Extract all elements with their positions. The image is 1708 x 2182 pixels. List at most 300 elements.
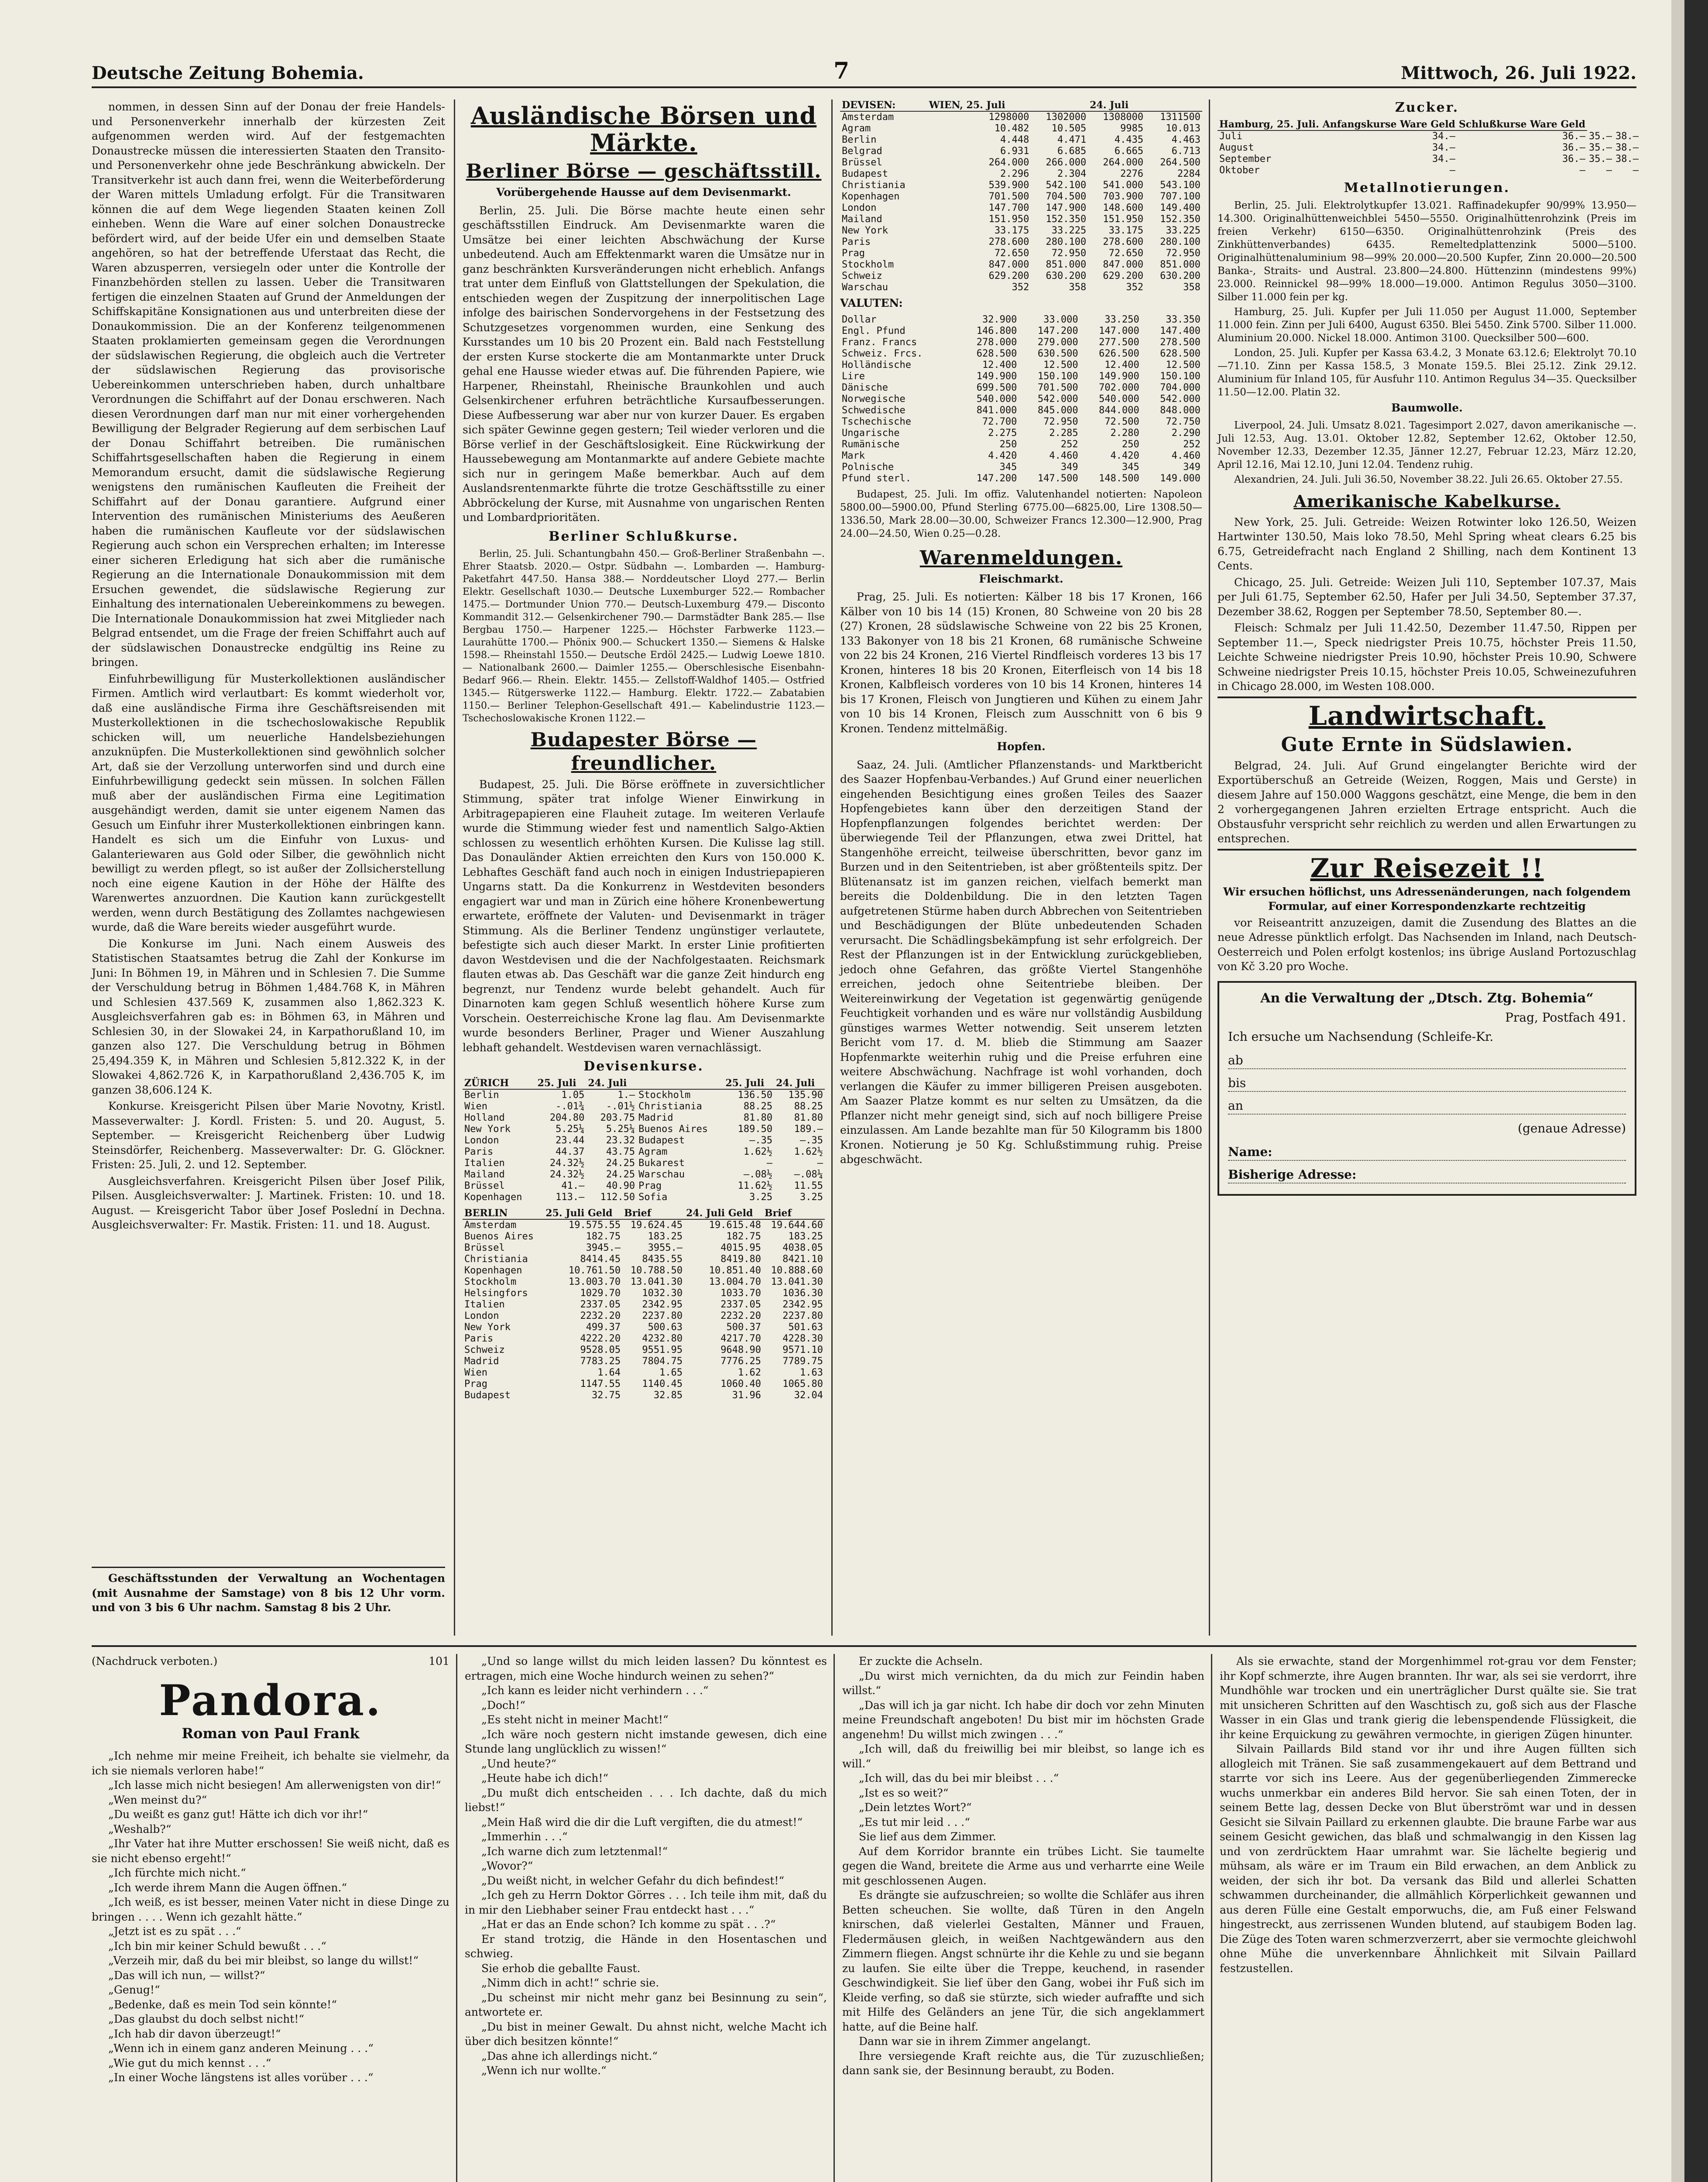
novel-paragraph: „Und so lange willst du mich leiden lassen? Du könntest es ertragen, mich eine Woche hindurch weinen zu sehen?“ bbox=[465, 1655, 827, 1682]
table-cell: 147.500 bbox=[1037, 473, 1078, 484]
table-row bbox=[840, 202, 1202, 214]
article-paragraph: Liverpool, 24. Juli. Umsatz 8.021. Tagesimport 2.027, davon amerikanische —. Juli 12.53, Aug. 13.01. Oktober 12.82, September 12.62, Oktober 12.50, November 12.33, Dezember 12.35, Jänner 12.27, Februar 12.23, März 12.20, April 12.16, Mai 12.10, Juni 12.04. Tendenz ruhig. bbox=[1218, 419, 1636, 470]
table-cell: 146.800 bbox=[976, 325, 1017, 336]
article-heading: Zucker. bbox=[1395, 100, 1459, 115]
table-row bbox=[840, 271, 1202, 282]
vienna-valuten-table bbox=[840, 314, 1202, 484]
table-cell: Christiania bbox=[464, 1254, 528, 1265]
table-row bbox=[840, 428, 1202, 439]
table-cell: 9551.95 bbox=[642, 1345, 683, 1355]
table-cell: 349 bbox=[1183, 461, 1200, 473]
table-cell: 183.25 bbox=[648, 1231, 683, 1242]
section-title: Landwirtschaft. bbox=[1218, 696, 1636, 730]
table-cell: 500.37 bbox=[726, 1322, 761, 1333]
table-cell: Budapest bbox=[638, 1135, 685, 1146]
table-cell: 36.— bbox=[1562, 142, 1585, 153]
table-cell: 147.700 bbox=[988, 202, 1029, 213]
table-cell: 841.000 bbox=[976, 405, 1017, 416]
table-cell: 4.460 bbox=[1171, 450, 1200, 461]
table-cell: 150.100 bbox=[1160, 371, 1200, 382]
novel-paragraph: „Dein letztes Wort?“ bbox=[859, 1801, 972, 1814]
table-header: ZÜRICH bbox=[463, 1077, 536, 1089]
table-cell: 1033.70 bbox=[720, 1288, 761, 1299]
novel-paragraph: „Ich bin mir keiner Schuld bewußt . . .“ bbox=[108, 1939, 327, 1952]
novel-paragraph: „Hat er das an Ende schon? Ich komme zu spät . . .?“ bbox=[481, 1918, 776, 1931]
table-cell: 250 bbox=[1122, 439, 1139, 450]
novel-paragraph: Silvain Paillards Bild stand vor ihr und ihre Augen füllten sich allogleich mit Tränen. Sie saß zusammengekauert auf dem Bettrand und starrte vor sich ins Leere. Aus der gegenüberliegenden Zimmerecke wuchs unmerkbar ein anderes Bild hervor. Sie sah einen Toten, der in seinem Bette lag, dessen Decke von Blut überströmt war und in dessen Gesicht sie Silvain Paillard zu erkennen glaubte. Die braune Farbe war aus seinem Gesicht gewichen, das blaß und schmalwangig in den Kissen lag und von zerdrücktem Haar umrahmt war. Sie lächelte begierig und mühsam, als wäre er im Traum ein Bild erwachen, an dem Anblick zu weiden, der sich ihr bot. Da versank das Bild und allerlei Schatten schwammen durcheinander, die allmählich Körperlichkeit gewannen und aus deren Fülle eine Gestalt emporwuchs, die, am Fuß einer Felswand hingestreckt, aus zerrissenen Wunden blutend, auf staubigem Boden lag. Die Züge des Toten waren schmerzverzerrt, aber sie vermochte gleichwohl ohne Mühe die unverkennbare Ähnlichkeit mit Silvain Paillard festzustellen. bbox=[1220, 1743, 1636, 1975]
section-title: Ausländische Börsen und Märkte. bbox=[470, 102, 817, 157]
table-cell: 32.900 bbox=[982, 314, 1017, 325]
table-cell: 9985 bbox=[1120, 123, 1144, 134]
table-cell: 10.505 bbox=[1051, 123, 1087, 134]
table-cell: 12.500 bbox=[1043, 359, 1078, 371]
table-cell: Schweiz bbox=[464, 1345, 505, 1355]
table-cell: Lire bbox=[842, 371, 865, 382]
table-cell: 2232.20 bbox=[720, 1311, 761, 1321]
table-header bbox=[1145, 99, 1202, 111]
table-header bbox=[637, 1077, 724, 1089]
novel-paragraph: „Und heute?“ bbox=[481, 1757, 557, 1770]
table-cell: 630.200 bbox=[1160, 271, 1200, 281]
table-cell: 88.25 bbox=[794, 1101, 823, 1112]
article-subheading: Hopfen. bbox=[997, 740, 1046, 753]
table-cell: 252 bbox=[1060, 439, 1078, 450]
table-cell: 847.000 bbox=[1103, 259, 1144, 270]
table-cell: 345 bbox=[1122, 461, 1139, 473]
table-cell: Engl. Pfund bbox=[842, 325, 905, 336]
novel-paragraph: „Du wirst mich vernichten, da du mich zur Feindin haben willst.“ bbox=[842, 1669, 1204, 1697]
table-cell: 6.685 bbox=[1057, 146, 1087, 157]
table-cell: 7776.25 bbox=[720, 1356, 761, 1367]
table-cell: 189.— bbox=[794, 1124, 823, 1135]
table-cell: 280.100 bbox=[1046, 237, 1087, 247]
table-cell: 19.624.45 bbox=[630, 1220, 683, 1231]
table-cell: 540.000 bbox=[976, 393, 1017, 405]
novel-title: Pandora. bbox=[159, 1675, 382, 1725]
table-cell: 182.75 bbox=[726, 1231, 761, 1242]
table-cell: 72.750 bbox=[1166, 416, 1200, 427]
page-number: 7 bbox=[833, 58, 850, 84]
novel-paragraph: „Das will ich nun, — willst?“ bbox=[108, 1969, 265, 1982]
table-cell: 8414.45 bbox=[580, 1254, 621, 1265]
section-title: Zur Reisezeit !! bbox=[1218, 849, 1636, 882]
article-heading: Budapester Börse — freundlicher. bbox=[530, 728, 757, 775]
table-cell: Polnische bbox=[842, 461, 894, 473]
novel-paragraph: „Ich weiß, es ist besser, meinen Vater nicht in diese Dinge zu bringen . . . . Wenn ich gezahlt hätte.“ bbox=[92, 1896, 449, 1923]
table-cell: Kopenhagen bbox=[464, 1192, 522, 1203]
reprint-notice: (Nachdruck verboten.) bbox=[92, 1655, 218, 1667]
table-row bbox=[840, 450, 1202, 462]
novel-paragraph: „Verzeih mir, daß du bei mir bleibst, so lange du willst!“ bbox=[108, 1954, 419, 1967]
novel-paragraph: „Ich nehme mir meine Freiheit, ich behalte sie vielmehr, da ich sie niemals verloren habe!“ bbox=[92, 1750, 449, 1777]
table-cell: —.35 bbox=[749, 1135, 773, 1146]
table-cell: Mailand bbox=[842, 214, 882, 225]
table-header: 24. Juli bbox=[1088, 99, 1145, 111]
novel-paragraph: „Ist es so weit?“ bbox=[859, 1786, 949, 1799]
table-cell: Stockholm bbox=[842, 259, 894, 270]
page-curl bbox=[1671, 0, 1684, 2182]
table-cell: Christiania bbox=[842, 180, 905, 191]
table-header: WIEN, 25. Juli bbox=[927, 99, 1031, 111]
table-cell: 277.500 bbox=[1099, 336, 1139, 348]
novel-paragraph: Dann war sie in ihrem Zimmer angelangt. bbox=[859, 2035, 1091, 2048]
table-cell: 23.32 bbox=[606, 1135, 635, 1146]
table-cell: Paris bbox=[464, 1146, 494, 1157]
table-cell: 701.500 bbox=[1037, 382, 1078, 393]
table-cell: 630.200 bbox=[1046, 271, 1087, 281]
notice-text: vor Reiseantritt anzuzeigen, damit die Zusendung des Blattes an die neue Adresse pünktlich erfolgt. Das Nachsenden im Inland, nach Deutsch-Oesterreich und Polen erfolgt kostenlos; ins übrige Ausland Portozuschlag von Kč 3.20 pro Woche. bbox=[1218, 916, 1636, 973]
novel-paragraph: Es drängte sie aufzuschreien; so wollte die Schläfer aus ihren Betten scheuchen. Sie wollte, daß Türen in den Angeln knirschen, daß vielerlei Gestalten, Männer und Frauen, Fledermäusen gleich, in weißen Nachtgewändern aus den Zimmern fliegen. Angst schnürte ihr die Kehle zu und sie begann zu laufen. Sie eilte über die Treppe, keuchend, in rasender Geschwindigkeit. Sie lief über den Gang, wobei ihr Fuß sich im Kleide verfing, so daß sie stürzte, sich wieder aufraffte und sich mit Hilfe des Geländers an jene Tür, die sich angeklammert hatte, auf die Beine half. bbox=[842, 1889, 1204, 2033]
table-cell: Stockholm bbox=[638, 1090, 691, 1101]
office-hours-notice bbox=[92, 1571, 445, 1641]
table-cell: 35.— bbox=[1589, 142, 1612, 153]
table-cell: London bbox=[464, 1311, 499, 1321]
article-paragraph: Berlin, 25. Juli. Schantungbahn 450.— Groß-Berliner Straßenbahn —. Ehrer Staatsb. 2020.— Ostpr. Südbahn —. Lombarden —. Hamburg-Paketfahrt 447.50. Hansa 388.— Norddeutscher Lloyd 277.— Berlin Elektr. Gesellschaft 1030.— Deutsche Luxemburger 522.— Rombacher 1475.— Dortmunder Union 770.— Deutsch-Luxemburg 479.— Disconto Kommandit 312.— Gelsenkirchener 790.— Darmstädter Bank 285.— Ilse Bergbau 1750.— Harpener 1225.— Höchster Farbwerke 1123.— Laurahütte 1700.— Phönix 900.— Schuckert 1350.— Siemens & Halske 1598.— Rheinstahl 1550.— Deutsche Erdöl 2425.— Ludwig Loewe 1810.— Nationalbank 2600.— Daimler 1255.— Oberschlesische Eisenbahn-Bedarf 966.— Rhein. Elektr. 1455.— Zellstoff-Waldhof 1405.— Ostfried 1345.— Rütgerswerke 1122.— Hamburg. Elektr. 1722.— Zabatabien 1150.— Berliner Telephon-Gesellschaft 491.— Kabelindustrie 1123.— Tschechoslowakische Kronen 1122.— bbox=[463, 548, 825, 724]
article-paragraph: Prag, 25. Juli. Es notierten: Kälber 18 bis 17 Kronen, 166 Kälber von 10 bis 14 (15) Kronen, 80 Schweine von 20 bis 28 (27) Kronen, 28 südslawische Schweine von 22 bis 25 Kronen, 133 Bakonyer von 18 bis 21 Kronen, 68 rumänische Schweine von 22 bis 24 Kronen, 216 Viertel Rindfleisch vorderes 13 bis 17 Kronen, hinteres 18 bis 20 Kronen, Eiterfleisch von 14 bis 18 Kronen, Kalbfleisch vorderes von 10 bis 14 Kronen, hinteres 14 bis 17 Kronen, Fleisch von Jungtieren und Kühen zu einem Jahr von 10 bis 14 Kronen, Fleisch zum Ausschnitt von 6 bis 9 Kronen. Tendenz mittelmäßig. bbox=[840, 590, 1202, 735]
form-field-ab[interactable]: ab bbox=[1228, 1051, 1626, 1069]
table-cell: 4.420 bbox=[1110, 450, 1139, 461]
table-cell: 34.— bbox=[1432, 142, 1455, 153]
table-cell: Berlin bbox=[464, 1090, 499, 1101]
table-cell: Dänische bbox=[842, 382, 888, 393]
table-cell: 135.90 bbox=[788, 1090, 823, 1101]
table-row bbox=[840, 168, 1202, 180]
masthead bbox=[92, 56, 1636, 88]
article-paragraph: Berlin, 25. Juli. Elektrolytkupfer 13.021. Raffinadekupfer 90/99% 13.950—14.300. Originalhüttenweichblei 5450—5550. Originalhüttenrohzink (Preis im freien Verkehr) 6150—6350. Originalhüttenrohzink (Preis des Zinkhüttenverbandes) 6435. Remeltedplattenzink 5000—5100. Originalhüttenaluminium 98—99% 20.000—20.500 Kupfer, Zinn 20.000—20.500 Banka-, Straits- und Austral. 23.800—24.800. Hüttenzinn (mindestens 99%) 23.000. Reinnickel 98—99% 18.000—19.000. Antimon Regulus 3050—3100. Silber 11.000 fein per kg. bbox=[1218, 200, 1636, 303]
table-cell: 2232.20 bbox=[580, 1311, 621, 1321]
table-cell: 33.250 bbox=[1104, 314, 1139, 325]
table-row bbox=[463, 1379, 825, 1390]
table-cell: 4015.95 bbox=[720, 1242, 761, 1253]
table-cell: 72.950 bbox=[1051, 248, 1087, 259]
table-cell: Madrid bbox=[638, 1112, 673, 1123]
table-cell: Schweiz bbox=[842, 271, 882, 281]
table-cell: 148.600 bbox=[1103, 202, 1144, 213]
table-cell: Wien bbox=[464, 1101, 487, 1112]
novel-paragraph: „Es tut mir leid . . .“ bbox=[859, 1815, 970, 1829]
table-cell: 33.000 bbox=[1043, 314, 1078, 325]
table-cell: 19.615.48 bbox=[709, 1220, 761, 1231]
table-cell: 704.000 bbox=[1160, 382, 1200, 393]
table-cell: 2337.05 bbox=[580, 1299, 621, 1310]
page-edge bbox=[1671, 0, 1708, 2182]
table-cell: 8435.55 bbox=[642, 1254, 683, 1265]
form-heading: An die Verwaltung der „Dtsch. Ztg. Bohemia“ bbox=[1260, 990, 1594, 1006]
table-cell: 1.64 bbox=[597, 1367, 621, 1378]
table-cell: 1.05 bbox=[561, 1090, 585, 1101]
table-cell: 2237.80 bbox=[642, 1311, 683, 1321]
table-cell: 358 bbox=[1183, 282, 1200, 293]
novel-paragraph: „Ich kann es leider nicht verhindern . . .“ bbox=[481, 1684, 709, 1697]
table-row bbox=[840, 157, 1202, 168]
column-rule bbox=[1209, 99, 1210, 1636]
table-cell: 848.000 bbox=[1160, 405, 1200, 416]
form-field-bis[interactable]: bis bbox=[1228, 1074, 1626, 1092]
table-cell: 24.25 bbox=[606, 1169, 635, 1180]
article-subheading: Vorübergehende Hausse auf dem Devisenmarkt. bbox=[496, 186, 791, 199]
novel-paragraph: „Ich warne dich zum letztenmal!“ bbox=[481, 1845, 668, 1858]
table-row bbox=[840, 382, 1202, 394]
table-cell: 1.62 bbox=[738, 1367, 761, 1378]
table-cell: 543.100 bbox=[1160, 180, 1200, 191]
table-cell: 6.713 bbox=[1171, 146, 1200, 157]
novel-paragraph: „Wie gut du mich kennst . . .“ bbox=[108, 2056, 271, 2069]
table-cell: London bbox=[842, 202, 877, 213]
article-paragraph: Berlin, 25. Juli. Die Börse machte heute einen sehr geschäftsstillen Eindruck. Am Devisenmarkte waren die Umsätze bei einer leichten Abschwächung der Kurse unbedeutend. Auch am Effektenmarkt waren die Umsätze nur in ganz beschränkten Kursveränderungen nicht erheblich. Anfangs trat unter dem Einfluß von Glattstellungen der Spekulation, die entschieden wegen der Zuspitzung der innerpolitischen Lage infolge des bairischen Sondervorgehens in der Festsetzung des Schutzgesetzes vorgenommen wurden, eine Senkung des Kursstandes um 10 bis 20 Prozent ein. Bald nach Feststellung der ersten Kurse stockerte die am Montanmarkte unter Druck gehal ene Hausse wieder etwas auf. Die führenden Papiere, wie Harpener, Rheinstahl, Rheinische Braunkohlen und auch Gelsenkirchener erfuhren beträchtliche Kursaufbesserungen. Diese Aufbesserung war aber nur von kurzer Dauer. Es ergaben sich später Gewinne gegen gestern; Teil wieder verloren und die Börse verlief in der Geschäftslosigkeit. Eine Rückwirkung der Haussebewegung am Montanmarkte auf andere Gebiete machte sich nur in geringem Maße bemerkbar. Auch auf dem Auslandsrentenmarkte führte die trotze Geschäftsstille zu einer Abbröckelung der Kurse, mit Ausnahme von ungarischen Renten und Lombardprioritäten. bbox=[463, 204, 825, 524]
table-cell: 250 bbox=[999, 439, 1017, 450]
table-cell: Helsingfors bbox=[464, 1288, 528, 1299]
table-cell: 12.500 bbox=[1166, 359, 1200, 371]
table-cell: Italien bbox=[464, 1158, 505, 1169]
table-cell: Holland bbox=[464, 1112, 505, 1123]
table-cell: 630.500 bbox=[1037, 348, 1078, 359]
table-cell: 358 bbox=[1069, 282, 1087, 293]
form-field-an[interactable]: an bbox=[1228, 1096, 1626, 1115]
table-cell: 7804.75 bbox=[642, 1356, 683, 1367]
table-cell: 9571.10 bbox=[782, 1345, 823, 1355]
table-cell: 1.65 bbox=[659, 1367, 683, 1378]
novel-paragraph: Auf dem Korridor brannte ein trübes Licht. Sie taumelte gegen die Wand, breitete die Arme aus und verharrte eine Weile mit geschlossenen Augen. bbox=[842, 1845, 1204, 1887]
table-cell: Holländische bbox=[842, 359, 911, 371]
table-row bbox=[840, 326, 1202, 337]
table-header: 25. Juli bbox=[724, 1077, 774, 1089]
table-cell: 4232.80 bbox=[642, 1333, 683, 1344]
table-cell: 2.285 bbox=[1049, 427, 1078, 439]
table-header: 24. Juli Geld bbox=[684, 1208, 763, 1219]
table-cell: September bbox=[1219, 154, 1272, 165]
table-cell: 279.000 bbox=[1037, 336, 1078, 348]
table-cell: 13.003.70 bbox=[568, 1276, 621, 1287]
table-cell: Prag bbox=[638, 1180, 662, 1191]
novel-paragraph: Er stand trotzig, die Hände in den Hosentaschen und schwieg. bbox=[465, 1932, 827, 1960]
table-cell: 703.900 bbox=[1103, 191, 1144, 202]
table-cell: —.35 bbox=[800, 1135, 823, 1146]
table-cell: Dollar bbox=[842, 314, 877, 325]
table-header: Hamburg, 25. Juli. bbox=[1218, 119, 1321, 130]
table-cell: Amsterdam bbox=[464, 1220, 517, 1231]
table-cell: 1032.30 bbox=[642, 1288, 683, 1299]
table-row bbox=[463, 1242, 825, 1254]
table-cell: 2284 bbox=[1177, 168, 1200, 179]
table-cell: 8421.10 bbox=[782, 1254, 823, 1265]
article-paragraph: Einfuhrbewilligung für Musterkollektionen ausländischer Firmen. Amtlich wird verlautbart: Es kommt wiederholt vor, daß eine ausländische Firma ihre Geschäftsreisenden mit Musterkollektionen in die tschechoslowakische Republik schicken will, um neuerliche Handelsbeziehungen anzuknüpfen. Die Musterkollektionen sind gewöhnlich solcher Art, daß sie der Verzollung unterworfen sind und durch eine Einfuhrbewilligung gedeckt sein müssen. In solchen Fällen muß aber der ausländischen Firma eine Legitimation ausgehändigt werden, damit sie unter eigenem Namen das Gesuch um Einfuhr ihrer Musterkollektionen einbringen kann. Handelt es sich um die Einfuhr von Luxus- und Galanteriewaren aus Gold oder Silber, die gewöhnlich nicht bewilligt zu werden pflegt, so ist außer der Zollsicherstellung noch eine eigene Kaution in der Höhe der Hälfte des Warenwertes anzuordnen. Die Kaution kann zurückgestellt werden, wenn durch Bestätigung des Zollamtes nachgewiesen wurde, daß die Ware bereits wieder ausgeführt wurde. bbox=[92, 672, 445, 933]
article-heading: Metallnotierungen. bbox=[1344, 180, 1510, 196]
novel-paragraph: „Du scheinst mir nicht mehr ganz bei Besinnung zu sein“, antwortete er. bbox=[465, 1991, 827, 2018]
table-row bbox=[463, 1333, 825, 1345]
table-cell: 4.448 bbox=[1000, 134, 1029, 145]
novel-paragraph: Sie lief aus dem Zimmer. bbox=[859, 1830, 996, 1843]
table-cell: 136.50 bbox=[737, 1090, 773, 1101]
table-row bbox=[840, 405, 1202, 416]
table-cell: 1060.40 bbox=[720, 1379, 761, 1389]
table-cell: 33.225 bbox=[1166, 225, 1200, 236]
novel-paragraph: „Wenn ich in einem ganz anderen Meinung . . .“ bbox=[108, 2042, 374, 2055]
table-cell: 151.950 bbox=[988, 214, 1029, 225]
table-cell: 88.25 bbox=[743, 1101, 773, 1112]
table-cell: 1147.55 bbox=[580, 1379, 621, 1389]
table-cell: 1029.70 bbox=[580, 1288, 621, 1299]
article-paragraph: New York, 25. Juli. Getreide: Weizen Rotwinter loko 126.50, Weizen Hartwinter 130.50, Mais loko 78.50, Mehl Spring wheat clears 6.25 bis 6.75, Getreidefracht nach England 2 Shilling, nach dem Kontinent 13 Cents. bbox=[1218, 515, 1636, 572]
table-row bbox=[840, 314, 1202, 326]
table-cell: 2.296 bbox=[1000, 168, 1029, 179]
table-cell: 147.900 bbox=[1046, 202, 1087, 213]
table-header: 24. Juli bbox=[774, 1077, 825, 1089]
table-row bbox=[463, 1231, 825, 1242]
table-cell: — bbox=[1606, 165, 1612, 176]
valuten-header: VALUTEN: bbox=[840, 297, 903, 309]
table-row bbox=[840, 394, 1202, 405]
table-cell: Kopenhagen bbox=[464, 1265, 522, 1276]
table-row bbox=[463, 1390, 825, 1401]
table-cell: 539.900 bbox=[988, 180, 1029, 191]
table-cell: 5.25¼ bbox=[606, 1124, 635, 1135]
column-rule bbox=[833, 1654, 835, 2182]
table-cell: 7783.25 bbox=[580, 1356, 621, 1367]
vienna-devisen-table bbox=[840, 99, 1202, 293]
column-4 bbox=[1218, 99, 1639, 1640]
table-row bbox=[463, 1101, 825, 1112]
form-field-previous-address[interactable]: Bisherige Adresse: bbox=[1228, 1165, 1626, 1184]
table-cell: 3.25 bbox=[800, 1192, 823, 1203]
article-paragraph: Ausgleichsverfahren. Kreisgericht Pilsen über Josef Pilik, Pilsen. Ausgleichsverwalter: J. Martinek. Fristen: 10. und 18. August. — Kreisgericht Tabor über Josef Poslední in Dechna. Ausgleichsverwalter: Fr. Mastik. Fristen: 11. und 18. August. bbox=[92, 1174, 445, 1231]
table-cell: 12.400 bbox=[1104, 359, 1139, 371]
table-cell: 851.000 bbox=[1160, 259, 1200, 270]
table-cell: 851.000 bbox=[1046, 259, 1087, 270]
table-cell: 150.100 bbox=[1037, 371, 1078, 382]
table-cell: 33.225 bbox=[1051, 225, 1087, 236]
table-row bbox=[463, 1276, 825, 1288]
table-row bbox=[840, 462, 1202, 473]
novel-paragraph: „Ihr Vater hat ihre Mutter erschossen! Sie weiß nicht, daß es sie nicht ebenso ergeht!“ bbox=[92, 1837, 449, 1865]
table-cell: 1308000 bbox=[1103, 112, 1144, 123]
table-cell: Agram bbox=[638, 1146, 668, 1157]
table-row bbox=[463, 1219, 825, 1231]
article-paragraph: Budapest, 25. Juli. Die Börse eröffnete in zuversichtlicher Stimmung, später trat infolge Wiener Einwirkung in Arbitragepapieren eine Flauheit zutage. Im weiteren Verlaufe wurde die Stimmung wieder fest und namentlich Salgo-Aktien schlossen zu wesentlich erhöhten Kursen. Die Kulisse lag still. Das Donauländer Aktien erreichten den Kurs von 150.000 K. Lebhaftes Geschäft fand auch noch in einigen Industriepapieren Ungarns statt. Da die Konkurrenz in Westdeviten besonders engagiert war und man in Zürich eine höhere Kronenbewertung erwartete, eröffnete der Valuten- und Devisenmarkt in träger Stimmung. Als die Berliner Tendenz ungünstiger verlautete, befestigte sich auch dieser Markt. In erster Linie profitierten davon Westdevisen und die der Nachfolgestaaten. Reichsmark flauten etwas ab. Das Geschäft war die ganze Zeit hindurch eng begrenzt, nur Tendenz wurde belebt gehandelt. Auch für Dinarnoten kam gegen Schluß wesentlich höhere Kurse zum Vorschein. Oesterreichische Krone lag flau. Am Devisenmarkte wurde besonders Berliner, Prager und Wiener Auszahlung lebhaft gehandelt. Westdevisen waren vernachlässigt. bbox=[463, 778, 825, 1054]
form-field-name[interactable]: Name: bbox=[1228, 1142, 1626, 1161]
table-row bbox=[840, 191, 1202, 202]
table-cell: Paris bbox=[842, 237, 871, 247]
article-paragraph: London, 25. Juli. Kupfer per Kassa 63.4.2, 3 Monate 63.12.6; Elektrolyt 70.10—71.10. Zinn per Kassa 158.5, 3 Monate 159.5. Blei 25.12. Zink 29.12. Aluminium für Inland 105, für Ausfuhr 110. Antimon Regulus 34—35. Quecksilber 11.50—12.00. Platin 32. bbox=[1218, 347, 1636, 398]
table-cell: Italien bbox=[464, 1299, 505, 1310]
table-cell: 542.000 bbox=[1037, 393, 1078, 405]
table-row bbox=[840, 416, 1202, 428]
table-cell: 8419.80 bbox=[720, 1254, 761, 1265]
novel-paragraph: Sie erhob die geballte Faust. bbox=[481, 1962, 641, 1975]
table-row bbox=[463, 1112, 825, 1124]
table-cell: 19.644.60 bbox=[771, 1220, 823, 1231]
table-cell: 4.420 bbox=[988, 450, 1017, 461]
table-cell: Buenos Aires bbox=[464, 1231, 534, 1242]
table-row bbox=[463, 1345, 825, 1356]
table-row bbox=[840, 259, 1202, 271]
table-row bbox=[463, 1265, 825, 1276]
table-cell: 3955.— bbox=[648, 1242, 683, 1253]
article-paragraph: Hamburg, 25. Juli. Kupfer per Juli 11.050 per August 11.000, September 11.000 fein. Zinn per Juli 6400, August 6350. Blei 5450. Zink 5700. Silber 11.000. Aluminium 20.000. Nickel 18.000. Antimon 3100. Quecksilber 500—600. bbox=[1218, 306, 1636, 344]
novel-paragraph: „Das will ich ja gar nicht. Ich habe dir doch vor zehn Minuten meine Freundschaft angeboten! Du bist mir im höchsten Grade angenehm! Du willst mich zwingen . . .“ bbox=[842, 1698, 1204, 1741]
table-cell: 345 bbox=[999, 461, 1017, 473]
table-cell: Warschau bbox=[638, 1169, 685, 1180]
table-cell: New York bbox=[464, 1124, 511, 1135]
table-cell: 23.44 bbox=[556, 1135, 585, 1146]
table-row bbox=[840, 134, 1202, 146]
table-cell: -.01¾ bbox=[556, 1101, 585, 1112]
table-header: DEVISEN: bbox=[840, 99, 927, 111]
article-heading: Berliner Schlußkurse. bbox=[549, 528, 739, 544]
table-cell: 35.— bbox=[1589, 154, 1612, 165]
table-header: Anfangskurse Ware Geld bbox=[1321, 119, 1457, 130]
novel-paragraph: „In einer Woche längstens ist alles vorüber . . .“ bbox=[108, 2071, 374, 2084]
table-cell: 3945.— bbox=[586, 1242, 621, 1253]
table-cell: London bbox=[464, 1135, 499, 1146]
table-cell: 149.900 bbox=[976, 371, 1017, 382]
table-cell: 3.25 bbox=[749, 1192, 773, 1203]
novel-paragraph: „Du weißt nicht, in welcher Gefahr du dich befindest!“ bbox=[481, 1874, 785, 1887]
table-row bbox=[840, 360, 1202, 371]
table-row bbox=[463, 1254, 825, 1265]
table-cell: 1.63 bbox=[800, 1367, 823, 1378]
berlin-rates-table bbox=[463, 1208, 825, 1401]
table-cell: 81.80 bbox=[794, 1112, 823, 1123]
table-cell: 34.— bbox=[1432, 154, 1455, 165]
serial-column-d bbox=[1220, 1654, 1636, 2182]
table-cell: Schweiz. Frcs. bbox=[842, 348, 923, 359]
serial-header bbox=[92, 1654, 449, 1669]
table-cell: 148.500 bbox=[1099, 473, 1139, 484]
table-cell: 4.460 bbox=[1049, 450, 1078, 461]
table-cell: 5.25¼ bbox=[556, 1124, 585, 1135]
table-cell: 4.463 bbox=[1171, 134, 1200, 145]
table-header: BERLIN bbox=[463, 1208, 544, 1219]
article-paragraph: Belgrad, 24. Juli. Auf Grund eingelangter Berichte wird der Exportüberschuß an Getreide (Weizen, Roggen, Mais und Gerste) in diesem Jahre auf 150.000 Waggons geschätzt, eine Menge, die bem in den 2 vorhergegangenen Jahren erzielten Ertrage entspricht. Auch die Obstausfuhr verspricht sehr reichlich zu werden und allen Erwartungen zu entsprechen. bbox=[1218, 759, 1636, 845]
table-cell: 699.500 bbox=[976, 382, 1017, 393]
table-cell: 278.000 bbox=[976, 336, 1017, 348]
table-cell: 10.851.40 bbox=[709, 1265, 761, 1276]
table-cell: 11.55 bbox=[794, 1180, 823, 1191]
article-paragraph: Budapest, 25. Juli. Im offiz. Valutenhandel notierten: Napoleon 5800.00—5900.00, Pfund Sterling 6775.00—6825.00, Lire 1308.50—1336.50, Mark 28.00—30.00, Schweizer Francs 12.300—12.900, Prag 24.00—24.50, Wien 0.25—0.28. bbox=[840, 488, 1202, 539]
table-cell: 182.75 bbox=[586, 1231, 621, 1242]
table-cell: 10.788.50 bbox=[630, 1265, 683, 1276]
serial-number: 101 bbox=[429, 1655, 449, 1667]
article-paragraph: Chicago, 25. Juli. Getreide: Weizen Juli 110, September 107.37, Mais per Juli 61.75, September 62.50, Hafer per Juli 34.50, September 37.37, Dezember 38.62, Roggen per September 78.50, September 80.—. bbox=[1218, 576, 1636, 618]
column-rule bbox=[831, 99, 833, 1636]
table-cell: 2337.05 bbox=[720, 1299, 761, 1310]
table-cell: 203.75 bbox=[600, 1112, 635, 1123]
table-cell: 264.000 bbox=[988, 157, 1029, 168]
column-2 bbox=[463, 99, 825, 1640]
article-paragraph: Die Konkurse im Juni. Nach einem Ausweis des Statistischen Staatsamtes betrug die Zahl der Konkurse im Juni: In Böhmen 19, in Mähren und in Schlesien 7. Die Summe der Verschuldung betrug in Böhmen 1,484.768 K, in Mähren und Schlesien 437.569 K, zusammen also 1,862.323 K. Ausgleichsverfahren gab es: in Böhmen 63, in Mähren und Schlesien 30, in der Slowakei 24, in Karpathorußland 10, im ganzen also 127. Die Verschuldung betrug in Böhmen 25,494.359 K, in Mähren und Schlesien 5,812.322 K, in der Slowakei 4,862.726 K, in Karpathorußland 2,436.705 K, im ganzen 38,606.124 K. bbox=[92, 937, 445, 1096]
table-row bbox=[840, 439, 1202, 450]
table-cell: 1140.45 bbox=[642, 1379, 683, 1389]
table-cell: 10.761.50 bbox=[568, 1265, 621, 1276]
table-row bbox=[840, 473, 1202, 484]
novel-paragraph: „Immerhin . . .“ bbox=[481, 1830, 568, 1843]
table-cell: 72.650 bbox=[994, 248, 1029, 259]
table-cell: Rumänische bbox=[842, 439, 900, 450]
table-cell: 4217.70 bbox=[720, 1333, 761, 1344]
table-row bbox=[463, 1192, 825, 1203]
table-cell: 32.85 bbox=[653, 1390, 683, 1401]
table-cell: Juli bbox=[1219, 131, 1242, 142]
table-row bbox=[840, 214, 1202, 225]
issue-date: Mittwoch, 26. Juli 1922. bbox=[1401, 63, 1636, 83]
form-hint: (genaue Adresse) bbox=[1518, 1121, 1626, 1136]
column-3 bbox=[840, 99, 1202, 1640]
table-row bbox=[463, 1158, 825, 1169]
novel-paragraph: Als sie erwachte, stand der Morgenhimmel rot-grau vor dem Fenster; ihr Kopf schmerzte, ihre Augen brannten. Ihr war, als sei sie verdorrt, ihre Mundhöhle war trocken und ein unerträglicher Durst quälte sie. Sie trat mit unsicheren Schritten auf den Waschtisch zu, goß sich aus der Flasche Wasser in ein Glas und trank gierig die lebenspendende Flüssigkeit, die ihr keine Erquickung zu gewähren vermochte, in gierigen Zügen hinunter. bbox=[1220, 1655, 1636, 1741]
table-cell: 4038.05 bbox=[782, 1242, 823, 1253]
novel-paragraph: „Doch!“ bbox=[481, 1698, 525, 1712]
serial-column-a bbox=[92, 1654, 449, 2182]
